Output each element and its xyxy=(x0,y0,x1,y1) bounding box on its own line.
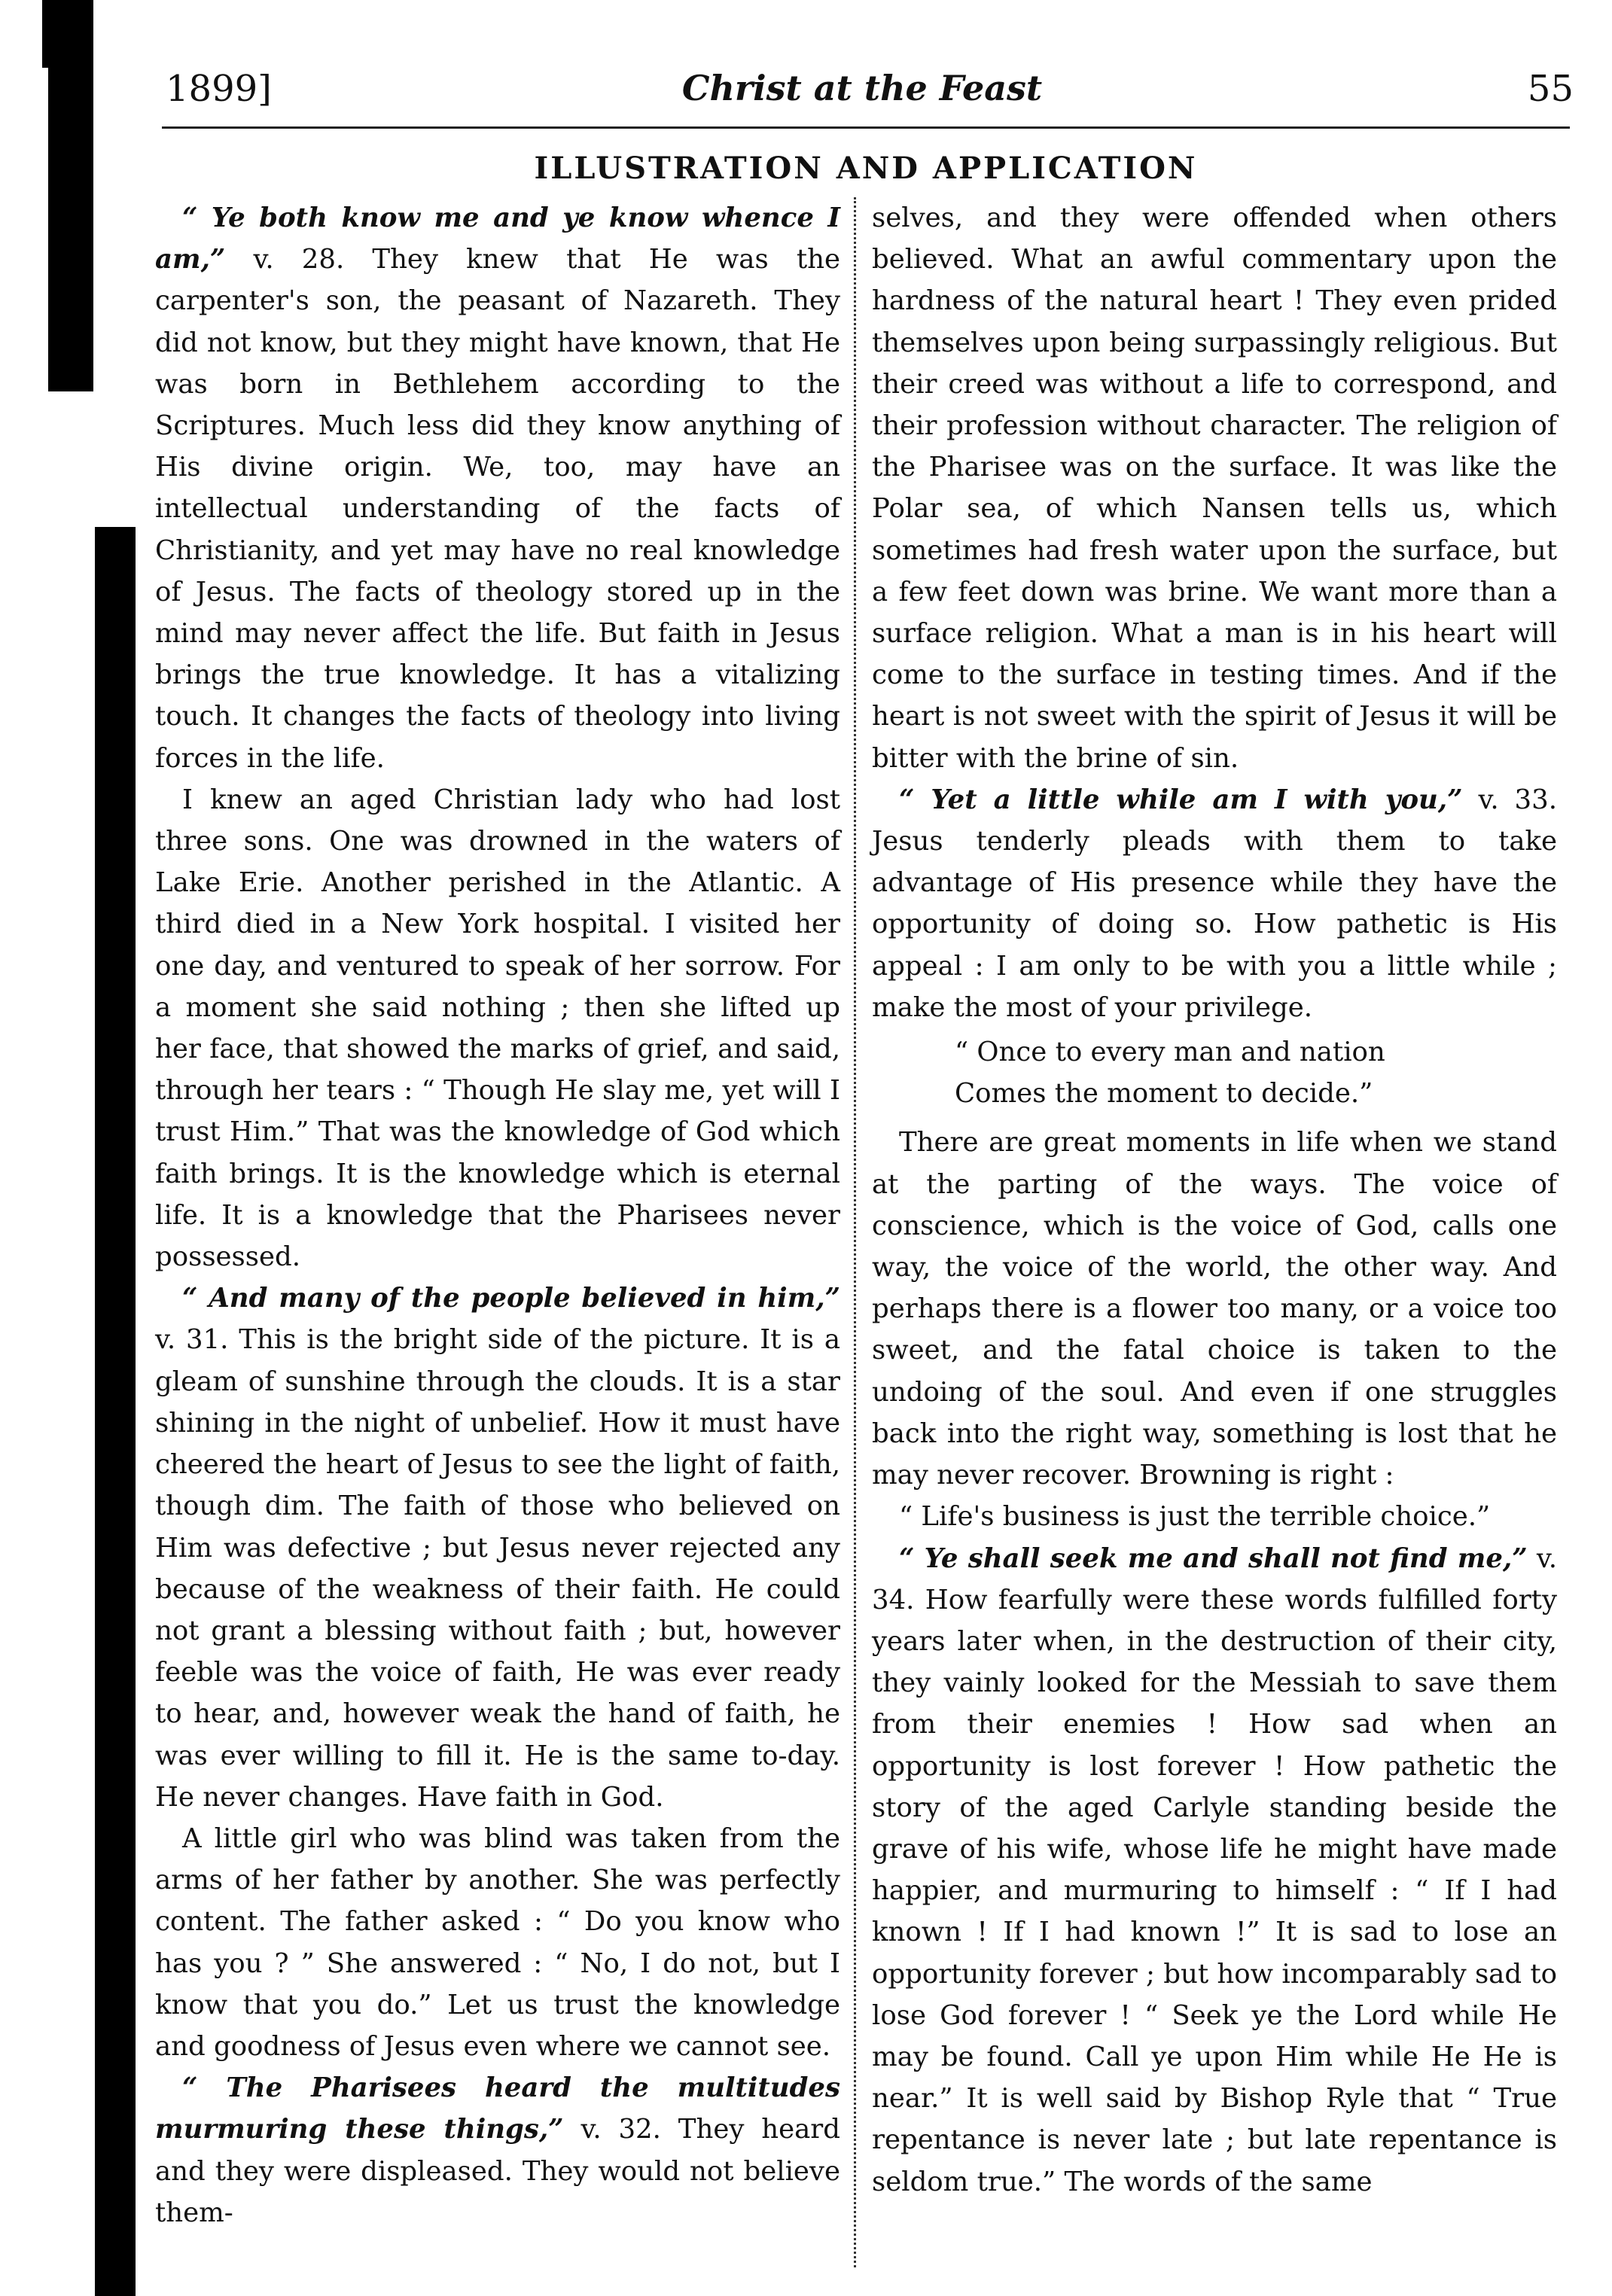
header-title: Christ at the Feast xyxy=(681,68,1043,108)
verse-reference: “ And many of the people believed in him,” xyxy=(182,1283,840,1314)
left-column xyxy=(155,197,840,2234)
paragraph-text: v. 32. They heard and they were displeased. They would not believe them- xyxy=(155,2114,840,2228)
verse-reference: “ Ye shall seek me and shall not find me,” xyxy=(899,1542,1528,1574)
paragraph xyxy=(155,779,840,1277)
verse-reference: “ Yet a little while am I with you,” xyxy=(899,784,1463,815)
running-header xyxy=(151,68,1574,120)
paragraph xyxy=(872,1538,1557,2203)
paragraph xyxy=(872,197,1557,779)
paragraph-text: v. 34. How fearfully were these words fulfilled forty years later when, in the destruction of their city, they vainly looked for the Messiah to save them from their enemies ! How sad when an opportunity is lost forever ! How pathetic the story of the aged Carlyle standing beside the grave of his wife, whose life he might have made happier, and murmuring to himself : “ If I had known ! If I had known !” It is sad to lose an opportunity forever ; but how incomparably sad to lose God forever ! “ Seek ye the Lord while He may be found. Call ye upon Him while He He is near.” It is well said by Bishop Ryle that “ True repentance is never late ; but late repentance is seldom true.” The words of the same xyxy=(872,1542,1557,2197)
header-rule xyxy=(162,126,1570,129)
scan-edge-bar-top xyxy=(48,0,93,391)
paragraph xyxy=(872,779,1557,1028)
paragraph-text: There are great moments in life when we stand at the parting of the ways. The voice of conscience, which is the voice of God, calls one way, the voice of the world, the other way. And perhaps there is a flower too many, or a voice too sweet, and the fatal choice is taken to the undoing of the soul. And even if one struggles back into the right way, something is lost that he may never recover. Browning is right : xyxy=(872,1127,1557,1491)
paragraph-text: selves, and they were offended when others believed. What an awful commentary upon the hardness of the natural heart ! They even prided themselves upon being surpassingly religious. But their creed was without a life to correspond, and their profession without character. The religion of the Pharisee was on the surface. It was like the Polar sea, of which Nansen tells us, which sometimes had fresh water upon the surface, but a few feet down was brine. We want more than a surface religion. What a man is in his heart will come to the surface in testing times. And if the heart is not sweet with the spirit of Jesus it will be bitter with the brine of sin. xyxy=(872,202,1557,774)
poem-line: “ Once to every man and nation xyxy=(955,1037,1385,1068)
paragraph-text: v. 33. Jesus tenderly pleads with them to take advantage of His presence while they have the opportunity of doing so. How pathetic is His appeal : I am only to be with you a little while ; make the most of your privilege. xyxy=(872,784,1557,1023)
paragraph xyxy=(155,1818,840,2067)
header-year: 1899] xyxy=(166,68,272,110)
page-number: 55 xyxy=(1527,68,1574,110)
poem-quote xyxy=(872,1031,1557,1114)
paragraph xyxy=(155,197,840,779)
paragraph-text: I knew an aged Christian lady who had lost three sons. One was drowned in the waters of Lake Erie. Another perished in the Atlantic. A third died in a New York hospital. I visited her one day, and ventured to speak of her sorrow. For a moment she said nothing ; then she lifted up her face, that showed the marks of grief, and said, through her tears : “ Though He slay me, yet will I trust Him.” That was the knowledge of God which faith brings. It is the knowledge which is eternal life. It is a knowledge that the Pharisees never possessed. xyxy=(155,784,840,1273)
scan-edge-bar-bottom xyxy=(95,527,136,2296)
paragraph xyxy=(872,1122,1557,1496)
paragraph xyxy=(155,1277,840,1818)
paragraph-text: v. 31. This is the bright side of the picture. It is a gleam of sunshine through the clouds. It is a star shining in the night of unbelief. How it must have cheered the heart of Jesus to see the light of faith, though dim. The faith of those who believed on Him was defective ; but Jesus never rejected any because of the weakness of their faith. He could not grant a blessing without faith ; but, however feeble was the voice of faith, He was ever ready to hear, and, however weak the hand of faith, he was ever willing to fill it. He is the same to-day. He never changes. Have faith in God. xyxy=(155,1324,840,1813)
right-column xyxy=(872,197,1557,2203)
paragraph-text: A little girl who was blind was taken from the arms of her father by another. She was perfectly content. The father asked : “ Do you know who has you ? ” She answered : “ No, I do not, but I know that you do.” Let us trust the knowledge and goodness of Jesus even where we cannot see. xyxy=(155,1822,840,2062)
paragraph xyxy=(155,2067,840,2234)
section-title: ILLUSTRATION AND APPLICATION xyxy=(534,151,1198,186)
poem-line: Comes the moment to decide.” xyxy=(955,1078,1373,1110)
verse-reference: “ The Pharisees heard the multitudes murmuring these things,” xyxy=(155,2072,840,2145)
column-divider xyxy=(854,197,856,2267)
scan-edge-bar-thin xyxy=(42,0,50,68)
verse-reference: “ Ye both know me and ye know whence I am,” xyxy=(155,202,840,276)
paragraph-text: v. 28. They knew that He was the carpenter's son, the peasant of Nazareth. They did not know, but they might have known, that He was born in Bethlehem according to the Scriptures. Much less did they know anything of His divine origin. We, too, may have an intellectual understanding of the facts of Christianity, and yet may have no real knowledge of Jesus. The facts of theology stored up in the mind may never affect the life. But faith in Jesus brings the true knowledge. It has a vitalizing touch. It changes the facts of theology into living forces in the life. xyxy=(155,244,840,774)
quote-line: “ Life's business is just the terrible choice.” xyxy=(899,1501,1491,1533)
